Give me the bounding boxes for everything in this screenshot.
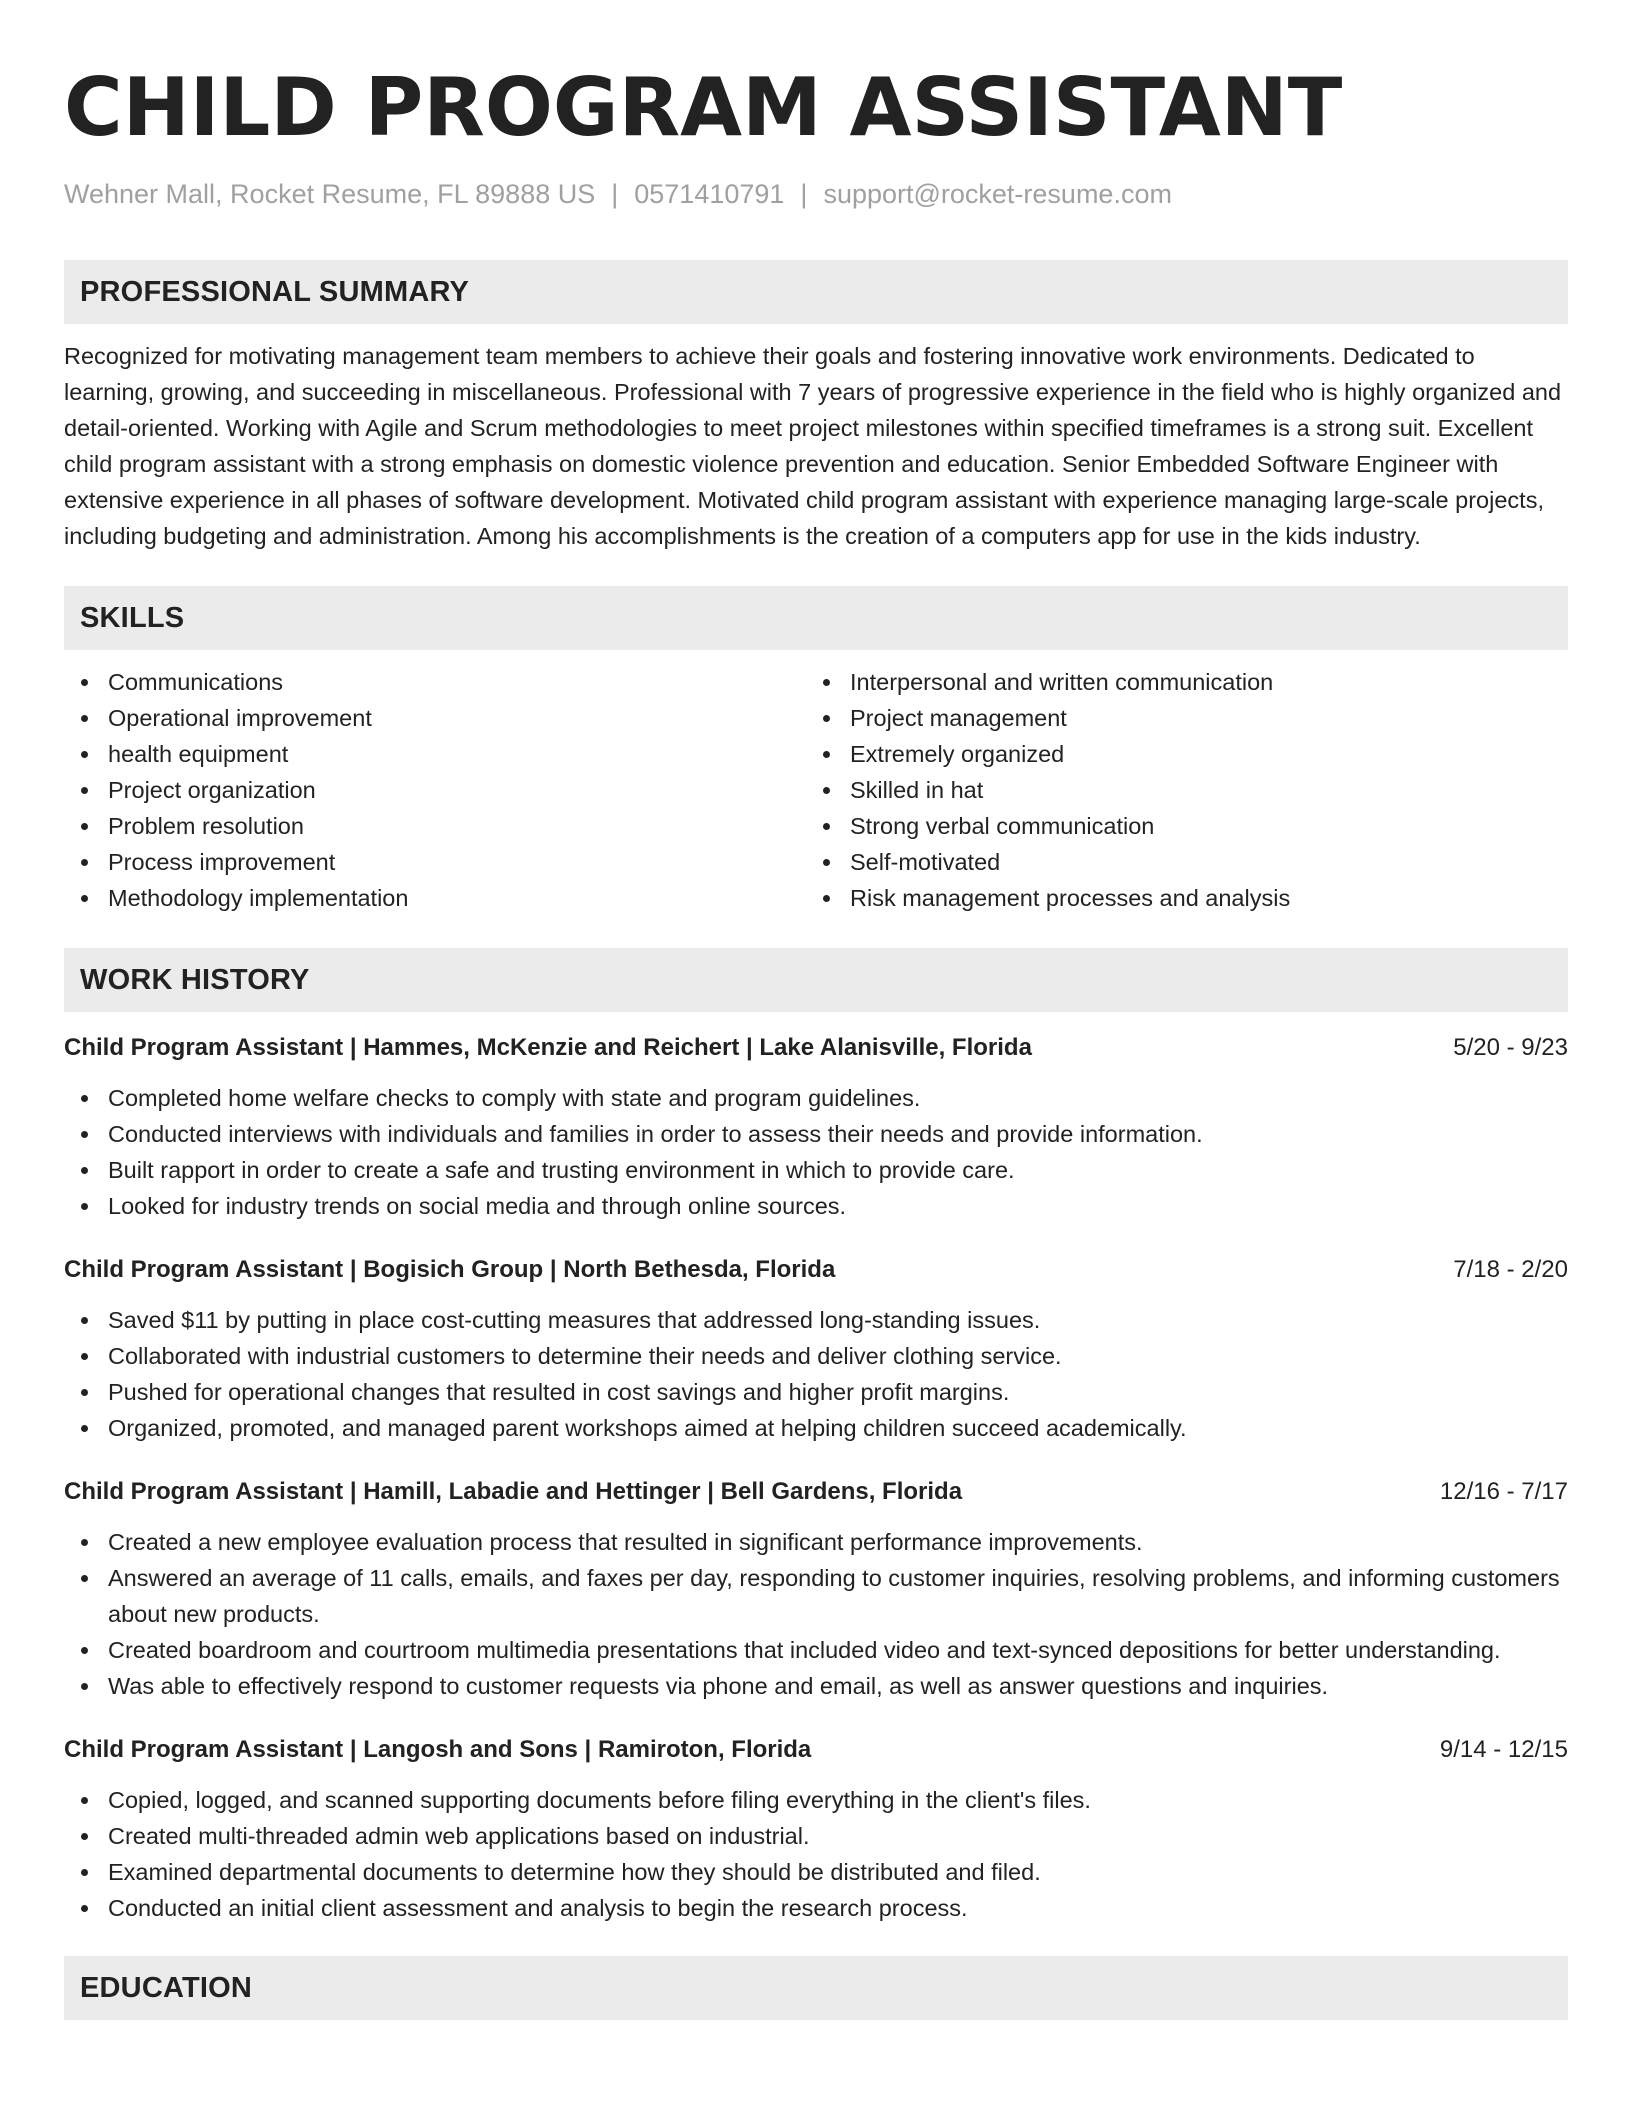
skills-list-left [64,664,806,916]
job-title: Child Program Assistant | Langosh and Sons | Ramiroton, Florida [64,1736,812,1763]
skill-item: Interpersonal and written communication [806,664,1548,700]
contact-address: Wehner Mall, Rocket Resume, FL 89888 US [64,179,596,209]
page-title: CHILD PROGRAM ASSISTANT [64,61,1343,154]
job-bullet: Conducted interviews with individuals and families in order to assess their needs and provide information. [64,1116,1568,1152]
skill-item: Communications [64,664,806,700]
contact-email: support@rocket-resume.com [823,179,1172,209]
skill-item: Extremely organized [806,736,1548,772]
skill-item: Self-motivated [806,844,1548,880]
job-bullet: Built rapport in order to create a safe and trusting environment in which to provide care. [64,1152,1568,1188]
job-bullet: Was able to effectively respond to customer requests via phone and email, as well as answer questions and inquiries. [64,1668,1568,1704]
skill-item: health equipment [64,736,806,772]
job-bullets [64,1080,1568,1224]
skill-item: Risk management processes and analysis [806,880,1548,916]
skills-section [64,586,1568,916]
work-history-section [64,948,1568,1926]
skill-item: Project organization [64,772,806,808]
skill-item: Skilled in hat [806,772,1548,808]
job-bullet: Completed home welfare checks to comply with state and program guidelines. [64,1080,1568,1116]
skills-heading: SKILLS [64,586,1568,650]
job-bullet: Conducted an initial client assessment and analysis to begin the research process. [64,1890,1568,1926]
contact-phone: 0571410791 [634,179,785,209]
job-bullet: Created boardroom and courtroom multimedia presentations that included video and text-synced depositions for better understanding. [64,1632,1568,1668]
job-bullet: Copied, logged, and scanned supporting documents before filing everything in the client's files. [64,1782,1568,1818]
summary-heading: PROFESSIONAL SUMMARY [64,260,1568,324]
job-bullet: Looked for industry trends on social media and through online sources. [64,1188,1568,1224]
job-header [64,1732,1568,1768]
job-bullet: Collaborated with industrial customers to determine their needs and deliver clothing service. [64,1338,1568,1374]
job-entry [64,1252,1568,1446]
job-entry [64,1474,1568,1704]
education-section [64,1956,1568,2020]
job-bullet: Created multi-threaded admin web applications based on industrial. [64,1818,1568,1854]
skill-item: Problem resolution [64,808,806,844]
job-bullet: Organized, promoted, and managed parent workshops aimed at helping children succeed academically. [64,1410,1568,1446]
skill-item: Operational improvement [64,700,806,736]
job-bullet: Examined departmental documents to determine how they should be distributed and filed. [64,1854,1568,1890]
job-bullet: Created a new employee evaluation process that resulted in significant performance improvements. [64,1524,1568,1560]
job-bullets [64,1782,1568,1926]
job-title: Child Program Assistant | Hammes, McKenzie and Reichert | Lake Alanisville, Florida [64,1034,1032,1061]
summary-text: Recognized for motivating management team members to achieve their goals and fostering innovative work environments. Dedicated to learning, growing, and succeeding in miscellaneous. Professional with 7 years of progressive experience in the field who is highly organized and detail-oriented. Working with Agile and Scrum methodologies to meet project milestones within specified timeframes is a strong suit. Excellent child program assistant with a strong emphasis on domestic violence prevention and education. Senior Embedded Software Engineer with extensive experience in all phases of software development. Motivated child program assistant with experience managing large-scale projects, including budgeting and administration. Among his accomplishments is the creation of a computers app for use in the kids industry. [64,343,1562,549]
skills-list-right [806,664,1548,916]
job-header [64,1030,1568,1066]
job-entry [64,1732,1568,1926]
contact-separator: | [800,179,808,209]
job-dates: 9/14 - 12/15 [1439,1736,1568,1763]
skill-item: Strong verbal communication [806,808,1548,844]
education-heading: EDUCATION [64,1956,1568,2020]
skill-item: Project management [806,700,1548,736]
job-bullet: Saved $11 by putting in place cost-cutting measures that addressed long-standing issues. [64,1302,1568,1338]
skill-item: Process improvement [64,844,806,880]
job-bullets [64,1302,1568,1446]
job-header [64,1474,1568,1510]
skills-columns [64,664,1568,916]
job-header [64,1252,1568,1288]
skill-item: Methodology implementation [64,880,806,916]
contact-line [64,176,1568,212]
job-bullet: Pushed for operational changes that resulted in cost savings and higher profit margins. [64,1374,1568,1410]
job-title: Child Program Assistant | Bogisich Group | North Bethesda, Florida [64,1256,836,1283]
work-history-heading: WORK HISTORY [64,948,1568,1012]
job-dates: 5/20 - 9/23 [1453,1034,1568,1061]
job-dates: 12/16 - 7/17 [1439,1478,1568,1505]
contact-separator: | [611,179,619,209]
job-entry [64,1030,1568,1224]
job-title: Child Program Assistant | Hamill, Labadie and Hettinger | Bell Gardens, Florida [64,1478,963,1505]
job-bullets [64,1524,1568,1704]
summary-section [64,260,1568,554]
job-bullet: Answered an average of 11 calls, emails, and faxes per day, responding to customer inquiries, resolving problems, and informing customers about new products. [64,1560,1568,1632]
job-dates: 7/18 - 2/20 [1453,1256,1568,1283]
